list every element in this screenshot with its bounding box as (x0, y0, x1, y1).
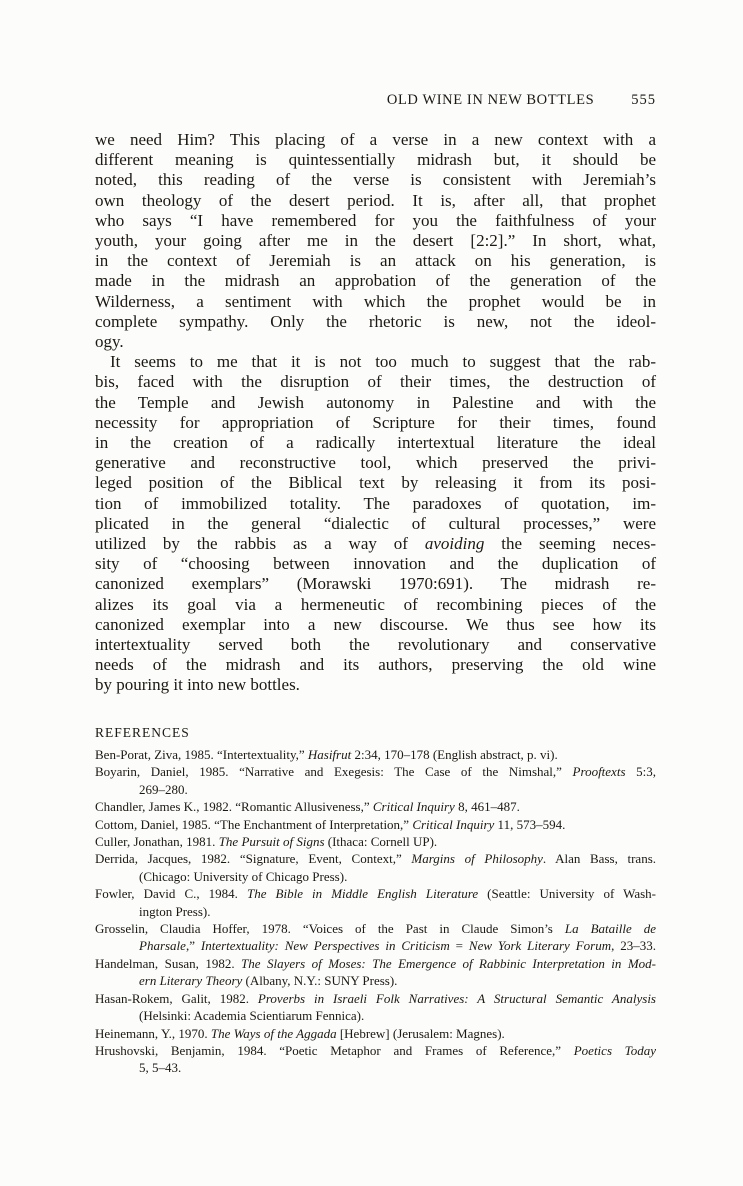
text-run: Hasan-Rokem, Galit, 1982. (95, 990, 258, 1006)
text-run: who says “I have remembered for you the faithfulness of your (95, 210, 656, 230)
text-run: own theology of the desert period. It is, after all, that prophet (95, 190, 656, 210)
body-line (95, 574, 656, 594)
reference-line (95, 868, 656, 885)
italic-text: The Slayers of Moses: The Emergence of Rabbinic Interpretation in Mod- (241, 955, 657, 971)
running-title: OLD WINE IN NEW BOTTLES (386, 92, 595, 108)
text-run: canonized exemplars” (Morawski 1970:691). The midrash re- (95, 574, 656, 594)
italic-text: Poetics Today (573, 1042, 656, 1058)
text-run: plicated in the general “dialectic of cultural processes,” were (95, 513, 656, 533)
italic-text: Critical Inquiry (412, 816, 495, 832)
reference-line (95, 972, 656, 989)
text-run: It seems to me that it is not too much to suggest that the rab- (110, 352, 656, 372)
reference-line (95, 1042, 656, 1059)
italic-text: The Bible in Middle English Literature (246, 886, 479, 902)
body-line (95, 352, 656, 372)
text-run: 8, 461–487. (454, 799, 520, 815)
italic-text: Prooftexts (572, 764, 626, 780)
reference-line (95, 920, 656, 937)
text-run: needs of the midrash and its authors, preserving the old wine (95, 655, 656, 675)
body-line (95, 494, 656, 514)
text-run: = (449, 938, 469, 954)
text-run: the Temple and Jewish autonomy in Palestine and with the (95, 392, 656, 412)
reference-line (95, 1007, 656, 1024)
running-header (95, 92, 656, 109)
text-run: [Hebrew] (Jerusalem: Magnes). (336, 1025, 505, 1041)
references-heading: REFERENCES (95, 725, 190, 740)
italic-text: Hasifrut (307, 747, 352, 762)
body-line (95, 170, 656, 190)
text-run: . Alan Bass, trans. (542, 851, 656, 867)
reference-line (95, 781, 656, 798)
text-run: necessity for appropriation of Scripture for their times, found (95, 412, 656, 432)
italic-text: Intertextuality: New Perspectives in Criticism (200, 938, 450, 954)
text-run: different meaning is quintessentially midrash but, it should be (95, 150, 656, 170)
body-line (95, 595, 656, 615)
references-list (95, 746, 656, 1077)
italic-text: The Ways of the Aggada (210, 1025, 337, 1041)
body-line (95, 675, 656, 695)
text-run: Grosselin, Claudia Hoffer, 1978. “Voices of the Past in Claude Simon’s (95, 921, 565, 937)
body-line (95, 393, 656, 413)
body-line (95, 554, 656, 574)
italic-text: ern Literary Theory (139, 973, 243, 989)
text-run: youth, your going after me in the desert [2:2].” In short, what, (95, 231, 656, 251)
body-line (95, 372, 656, 392)
body-line (95, 191, 656, 211)
text-run: complete sympathy. Only the rhetoric is new, not the ideol- (95, 311, 656, 331)
text-run: leged position of the Biblical text by releasing it from its posi- (95, 473, 656, 493)
text-run: in the context of Jeremiah is an attack on his generation, is (95, 251, 656, 271)
text-run: alizes its goal via a hermeneutic of recombining pieces of the (95, 594, 656, 614)
reference-line (95, 763, 656, 780)
reference-line (95, 903, 656, 920)
text-run: tion of immobilized totality. The paradoxes of quotation, im- (95, 493, 656, 513)
reference-line (95, 1059, 656, 1076)
text-run: (Chicago: University of Chicago Press). (139, 868, 348, 884)
text-run: Heinemann, Y., 1970. (95, 1025, 211, 1041)
body-line (95, 534, 656, 554)
body-line (95, 453, 656, 473)
text-run: Boyarin, Daniel, 1985. “Narrative and Exegesis: The Case of the Nimshal,” (95, 764, 573, 780)
text-run: Ben-Porat, Ziva, 1985. “Intertextuality,” (95, 747, 308, 762)
body-line (95, 413, 656, 433)
text-run: 2:34, 170–178 (English abstract, p. vi). (351, 747, 558, 762)
body-line (95, 635, 656, 655)
text-run: , 23–33. (611, 938, 656, 954)
text-run: sity of “choosing between innovation and the duplication of (95, 554, 656, 574)
text-run: made in the midrash an approbation of the generation of the (95, 271, 656, 291)
text-run: ,” (185, 938, 201, 954)
text-run: by pouring it into new bottles. (95, 675, 300, 695)
body-line (95, 251, 656, 271)
text-run: intertextuality served both the revolutionary and conservative (95, 635, 656, 655)
text-run: canonized exemplar into a new discourse. We thus see how its (95, 614, 656, 634)
text-run: 269–280. (139, 781, 188, 797)
reference-line (95, 833, 656, 850)
references-section (95, 725, 656, 1077)
italic-text: avoiding (424, 534, 485, 554)
text-run: (Seattle: University of Wash- (478, 886, 657, 902)
text-run: 11, 573–594. (494, 816, 566, 832)
reference-line (95, 937, 656, 954)
text-run: (Helsinki: Academia Scientiarum Fennica). (139, 1008, 365, 1024)
page-number: 555 (631, 92, 656, 108)
text-run: Fowler, David C., 1984. (95, 886, 247, 902)
text-run: Hrushovski, Benjamin, 1984. “Poetic Metaphor and Frames of Reference,” (95, 1042, 574, 1058)
text-run: Derrida, Jacques, 1982. “Signature, Event, Context,” (95, 851, 412, 867)
text-run: utilized by the rabbis as a way of (95, 534, 425, 554)
italic-text: Critical Inquiry (372, 799, 455, 815)
body-line (95, 231, 656, 251)
text-run: ington Press). (139, 903, 211, 919)
body-line (95, 615, 656, 635)
text-run: 5, 5–43. (139, 1060, 182, 1076)
reference-line (95, 798, 656, 815)
reference-line (95, 885, 656, 902)
text-run: (Ithaca: Cornell UP). (324, 834, 438, 850)
body-line (95, 655, 656, 675)
text-run: we need Him? This placing of a verse in a new context with a (95, 130, 656, 149)
italic-text: The Pursuit of Signs (218, 834, 325, 850)
body-line (95, 130, 656, 150)
text-run: 5:3, (625, 764, 656, 780)
body-line (95, 433, 656, 453)
text-run: bis, faced with the disruption of their times, the destruction of (95, 372, 656, 392)
body-line (95, 312, 656, 332)
reference-line (95, 850, 656, 867)
text-run: noted, this reading of the verse is consistent with Jeremiah’s (95, 170, 656, 190)
body-line (95, 211, 656, 231)
body-line (95, 514, 656, 534)
text-run: ogy. (95, 332, 124, 352)
italic-text: La Bataille de (564, 921, 656, 937)
text-run: Culler, Jonathan, 1981. (95, 834, 219, 850)
text-run: generative and reconstructive tool, which preserved the privi- (95, 453, 656, 473)
text-run: Chandler, James K., 1982. “Romantic Allusiveness,” (95, 799, 373, 815)
text-run: Wilderness, a sentiment with which the prophet would be in (95, 291, 656, 311)
reference-line (95, 955, 656, 972)
body-line (95, 292, 656, 312)
italic-text: Margins of Philosophy (411, 851, 543, 867)
reference-line (95, 1025, 656, 1042)
body-line (95, 150, 656, 170)
italic-text: New York Literary Forum (468, 938, 612, 954)
body-line (95, 271, 656, 291)
text-run: in the creation of a radically intertextual literature the ideal (95, 433, 656, 453)
text-run: Cottom, Daniel, 1985. “The Enchantment of Interpretation,” (95, 816, 413, 832)
reference-line (95, 816, 656, 833)
body-line (95, 473, 656, 493)
text-run: (Albany, N.Y.: SUNY Press). (242, 973, 398, 989)
article-body (95, 130, 656, 696)
body-line (95, 332, 656, 352)
italic-text: Pharsale (139, 938, 186, 954)
reference-line (95, 990, 656, 1007)
text-run: Handelman, Susan, 1982. (95, 955, 242, 971)
italic-text: Proverbs in Israeli Folk Narratives: A Structural Semantic Analysis (257, 990, 656, 1006)
text-run: the seeming neces- (484, 534, 656, 554)
reference-line (95, 746, 656, 763)
